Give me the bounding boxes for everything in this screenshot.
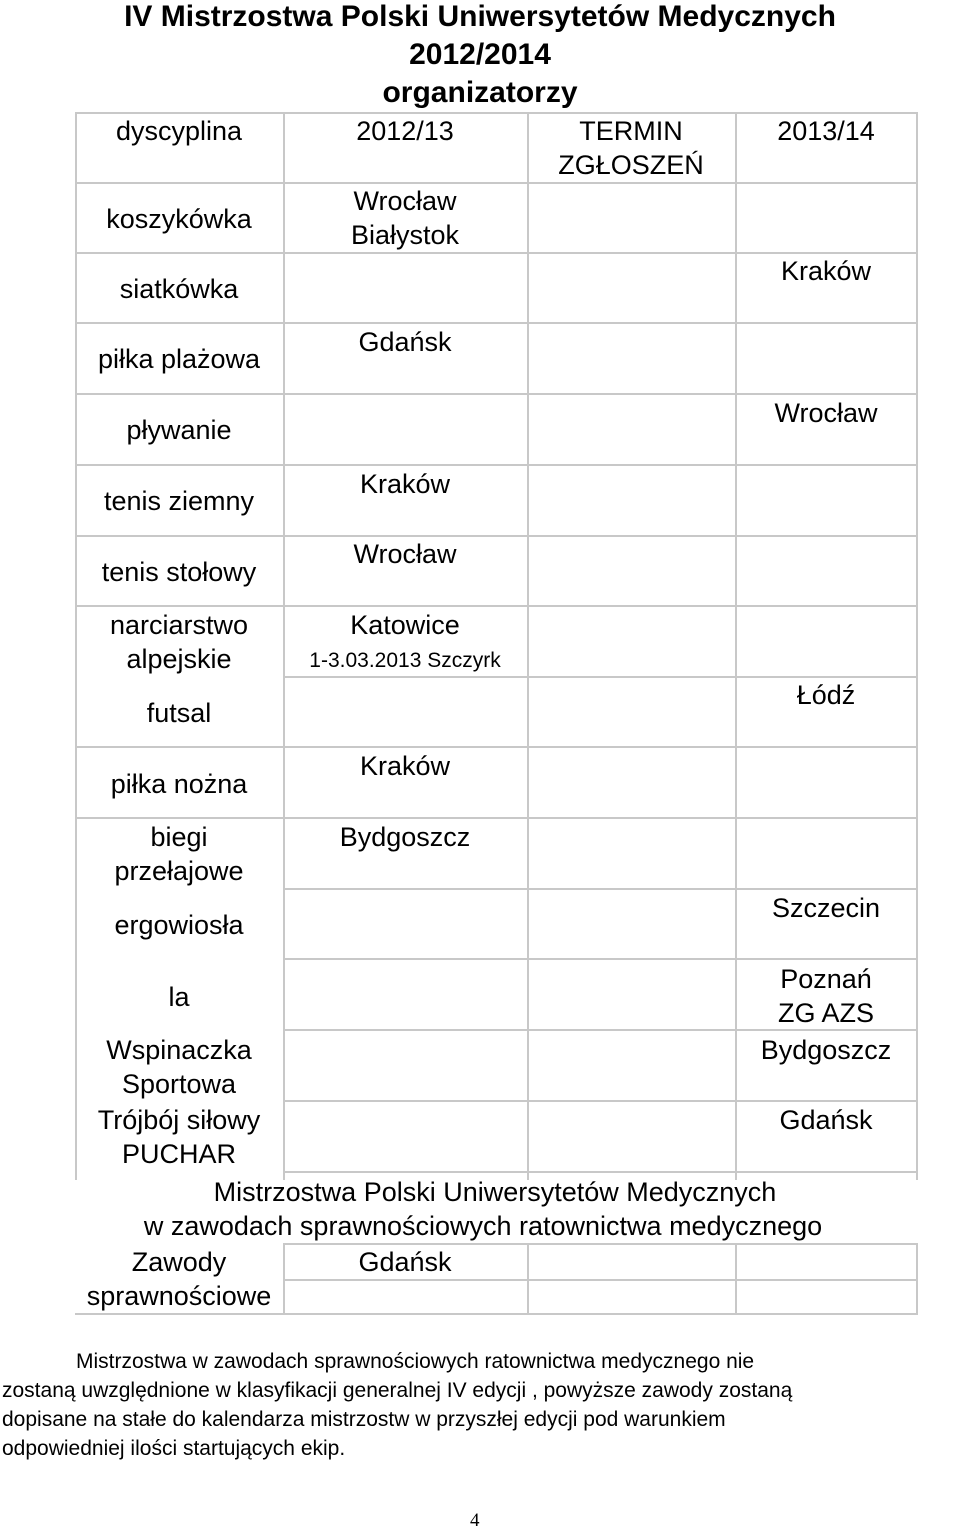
grid-line (283, 1279, 917, 1281)
header-zgloszen: ZGŁOSZEŃ (558, 150, 704, 180)
event-date-note: 1-3.03.2013 Szczyrk (309, 649, 501, 672)
discipline-cell: la (168, 982, 190, 1012)
grid-line (75, 746, 917, 748)
host-2013-14-cell: Bydgoszcz (760, 1035, 892, 1065)
discipline-cell: piłka nożna (110, 769, 248, 799)
host-2012-13-cell: Gdańsk (358, 327, 452, 357)
grid-line (75, 817, 917, 819)
grid-line (283, 1171, 917, 1173)
discipline-cell: siatkówka (119, 274, 239, 304)
host-2013-14-cell: Łódź (796, 680, 856, 710)
grid-line (75, 1313, 917, 1315)
discipline-cell: alpejskie (126, 644, 232, 674)
discipline-cell: tenis ziemny (103, 486, 255, 516)
page-number: 4 (470, 1510, 480, 1531)
host-2012-13-cell: Wrocław (353, 186, 457, 216)
footnote-line: zostaną uwzględnione w klasyfikacji generalnej IV edycji , powyższe zawody zostaną (2, 1379, 793, 1402)
discipline-cell: sprawnościowe (86, 1281, 272, 1311)
host-2013-14-cell: Poznań (780, 964, 872, 994)
header-season-2012-13: 2012/13 (356, 116, 454, 146)
host-2012-13-cell: Kraków (359, 751, 451, 781)
discipline-cell: biegi (150, 822, 208, 852)
header-termin: TERMIN (579, 116, 683, 146)
grid-line (75, 464, 917, 466)
discipline-cell: ergowiosła (114, 910, 244, 940)
grid-line (283, 1100, 917, 1102)
subsection-title: Mistrzostwa Polski Uniwersytetów Medycznych (213, 1177, 777, 1207)
grid-line (75, 393, 917, 395)
grid-line (283, 958, 917, 960)
host-2013-14-cell: Kraków (780, 256, 872, 286)
discipline-cell: Sportowa (121, 1069, 237, 1099)
discipline-cell: Wspinaczka (106, 1035, 252, 1065)
host-2012-13-cell: Białystok (350, 220, 460, 250)
host-2012-13-cell: Wrocław (353, 539, 457, 569)
footnote-line: Mistrzostwa w zawodach sprawnościowych ratownictwa medycznego nie (76, 1350, 755, 1373)
grid-line (75, 605, 917, 607)
host-2012-13-cell: Gdańsk (358, 1247, 452, 1277)
page-subtitle-years: 2012/2014 (409, 38, 551, 71)
subsection-title-line2: w zawodach sprawnościowych ratownictwa medycznego (143, 1211, 823, 1241)
discipline-cell: tenis stołowy (101, 557, 257, 587)
discipline-cell: przełajowe (114, 856, 244, 886)
grid-line (75, 322, 917, 324)
host-2013-14-cell: Szczecin (771, 893, 881, 923)
grid-line (916, 112, 918, 1180)
page-title: IV Mistrzostwa Polski Uniwersytetów Medycznych (124, 0, 836, 33)
discipline-cell: narciarstwo (109, 610, 249, 640)
discipline-cell: futsal (146, 698, 212, 728)
header-season-2013-14: 2013/14 (777, 116, 875, 146)
header-discipline: dyscyplina (115, 116, 243, 146)
discipline-cell: PUCHAR (121, 1139, 236, 1169)
discipline-cell: pływanie (126, 415, 232, 445)
host-2012-13-cell: Katowice (350, 610, 460, 640)
host-2013-14-cell: Gdańsk (779, 1105, 873, 1135)
host-2013-14-cell: Wrocław (774, 398, 878, 428)
grid-line (283, 888, 917, 890)
discipline-cell: Trójbój siłowy (97, 1105, 261, 1135)
footnote-line: odpowiedniej ilości startujących ekip. (2, 1437, 346, 1460)
discipline-cell: koszykówka (106, 204, 252, 234)
grid-line (527, 112, 529, 1180)
host-2013-14-cell: ZG AZS (777, 998, 875, 1028)
table-caption: organizatorzy (382, 76, 578, 109)
discipline-cell: piłka plażowa (97, 344, 261, 374)
discipline-cell: Zawody (131, 1247, 227, 1277)
host-2012-13-cell: Kraków (359, 469, 451, 499)
footnote-line: dopisane na stałe do kalendarza mistrzostw w przyszłej edycji pod warunkiem (2, 1408, 726, 1431)
host-2012-13-cell: Bydgoszcz (339, 822, 471, 852)
